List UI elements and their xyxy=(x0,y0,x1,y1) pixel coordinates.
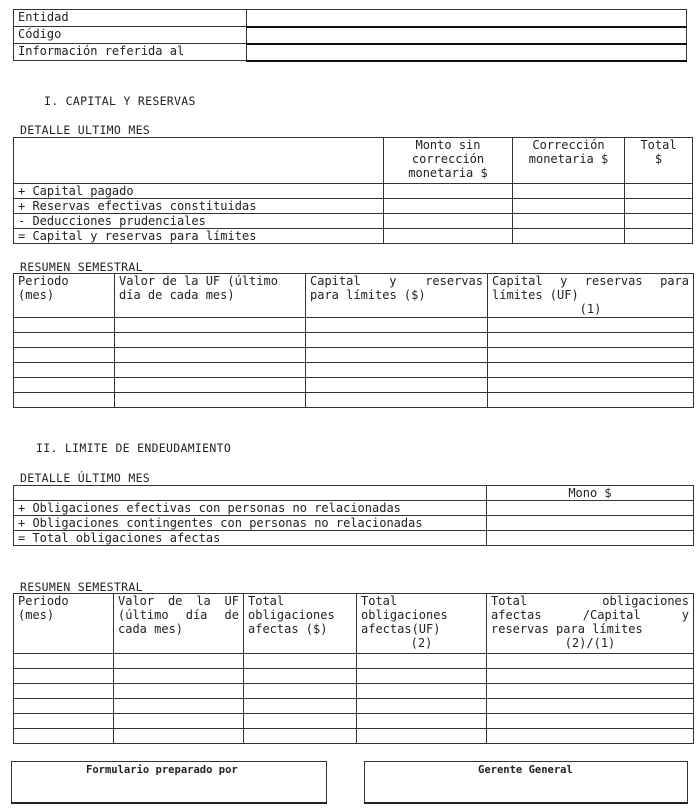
section1-title: I. CAPITAL Y RESERVAS xyxy=(44,94,196,108)
table-row xyxy=(14,348,694,363)
table-row xyxy=(14,214,693,229)
col-periodo-header: Periodo (mes) xyxy=(14,274,115,318)
section2-detalle-title: DETALLE ÚLTIMO MES xyxy=(20,471,151,485)
signature-line-preparer xyxy=(11,802,327,804)
table-row xyxy=(14,501,694,516)
row-label: + Obligaciones efectivas con personas no relacionadas xyxy=(14,501,487,516)
table-row xyxy=(14,531,694,546)
capital-detalle-table xyxy=(13,137,693,244)
table-row xyxy=(14,699,694,714)
code-label: Código xyxy=(14,27,247,44)
col-periodo-header: Periodo (mes) xyxy=(14,594,114,654)
entity-value[interactable] xyxy=(247,10,687,27)
table-row xyxy=(14,333,694,348)
row-label: + Capital pagado xyxy=(14,184,384,199)
entity-info-table xyxy=(13,9,687,62)
table-row xyxy=(14,229,693,244)
section1-resumen-title: RESUMEN SEMESTRAL xyxy=(20,260,143,274)
endeudamiento-detalle-table xyxy=(13,485,694,546)
section2-resumen-title: RESUMEN SEMESTRAL xyxy=(20,580,143,594)
table-row xyxy=(14,318,694,333)
table-row xyxy=(14,363,694,378)
col-capital-uf-header: Capital y reservas para límites (UF) (1) xyxy=(488,274,694,318)
signature-manager-label: Gerente General xyxy=(478,764,573,776)
table-row xyxy=(14,199,693,214)
col-valor-uf-header: Valor de la UF (último día de cada mes) xyxy=(114,594,244,654)
table-row xyxy=(14,378,694,393)
table-row xyxy=(14,669,694,684)
row-label: - Deducciones prudenciales xyxy=(14,214,384,229)
section2-title: II. LIMITE DE ENDEUDAMIENTO xyxy=(36,441,232,455)
entity-label: Entidad xyxy=(14,10,247,27)
period-value[interactable] xyxy=(247,44,687,61)
col-correccion-header: Corrección monetaria $ xyxy=(513,138,625,184)
capital-resumen-table xyxy=(13,273,694,408)
table-row xyxy=(14,729,694,744)
table-row xyxy=(14,684,694,699)
table-row xyxy=(14,184,693,199)
period-label: Información referida al xyxy=(14,44,247,61)
table-row xyxy=(14,393,694,408)
row-label: + Reservas efectivas constituidas xyxy=(14,199,384,214)
row-label: = Capital y reservas para límites xyxy=(14,229,384,244)
table-row xyxy=(14,714,694,729)
endeudamiento-resumen-table xyxy=(13,593,694,744)
signature-line-manager xyxy=(364,802,688,804)
col-capital-header: Capital y reservas para límites ($) xyxy=(306,274,488,318)
col-total-uf-header: Total obligaciones afectas(UF) (2) xyxy=(357,594,487,654)
col-total-header: Total $ xyxy=(625,138,693,184)
col-ratio-header: Total obligaciones afectas /Capital y reservas para límites (2)/(1) xyxy=(487,594,694,654)
col-total-header: Total obligaciones afectas ($) xyxy=(244,594,357,654)
col-monto-header: Monto sin corrección monetaria $ xyxy=(384,138,513,184)
code-value[interactable] xyxy=(247,27,687,44)
col-mono-header: Mono $ xyxy=(487,486,694,501)
col-valor-uf-header: Valor de la UF (último día de cada mes) xyxy=(115,274,306,318)
row-label: + Obligaciones contingentes con personas no relacionadas xyxy=(14,516,487,531)
section1-detalle-title: DETALLE ULTIMO MES xyxy=(20,123,151,137)
table-row xyxy=(14,516,694,531)
row-label: = Total obligaciones afectas xyxy=(14,531,487,546)
table-row xyxy=(14,654,694,669)
signature-preparer-label: Formulario preparado por xyxy=(86,764,238,776)
